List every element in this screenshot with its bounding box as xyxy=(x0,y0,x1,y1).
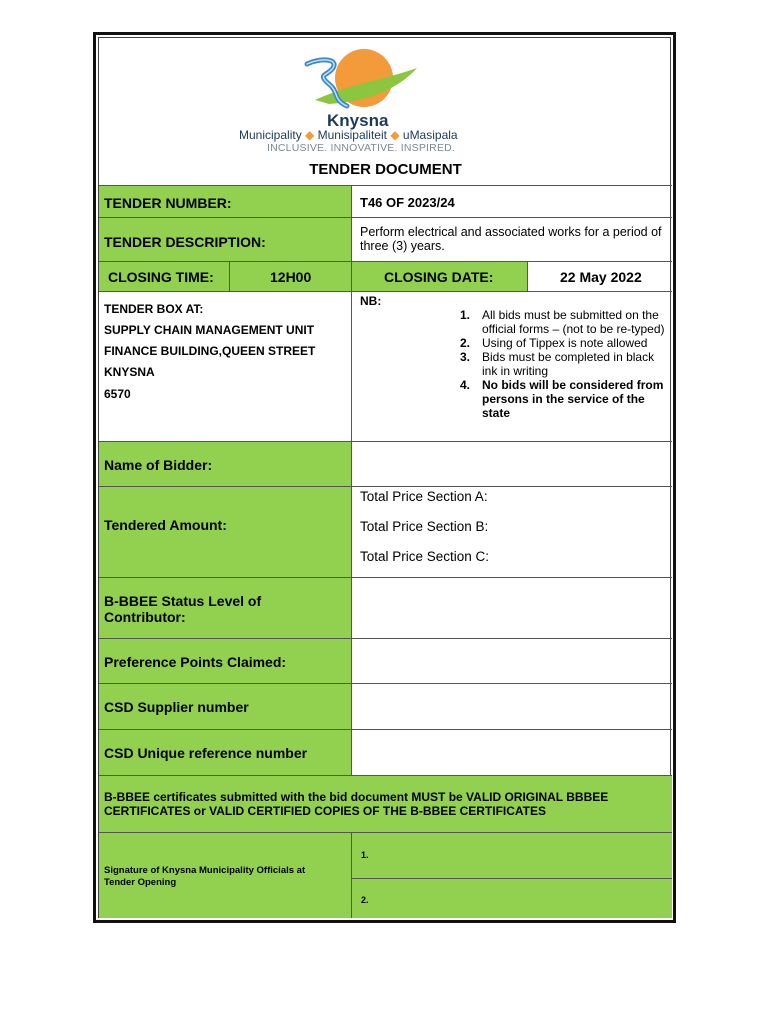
logo-language-1: Municipality xyxy=(239,128,302,142)
tender-box-line: SUPPLY CHAIN MANAGEMENT UNIT xyxy=(104,323,315,337)
closing-date-value: 22 May 2022 xyxy=(560,269,642,285)
tender-box-heading: TENDER BOX AT: xyxy=(104,302,204,316)
price-section-c: Total Price Section C: xyxy=(360,549,490,564)
signature-slot-number: 2. xyxy=(361,895,369,905)
tendered-amount-field[interactable] xyxy=(351,486,672,577)
list-item: 2. Using of Tippex is note allowed xyxy=(460,336,648,350)
logo-languages xyxy=(239,128,458,142)
signature-slot-number: 1. xyxy=(361,850,369,860)
document-inner-border xyxy=(98,37,671,918)
csd-unique-label-cell xyxy=(99,729,351,775)
logo-language-2: Munisipaliteit xyxy=(317,128,387,142)
tender-description-value: Perform electrical and associated works for a period of three (3) years. xyxy=(360,225,662,253)
tender-box-line: 6570 xyxy=(104,387,131,401)
closing-date-value-cell xyxy=(527,261,672,291)
closing-time-label-cell xyxy=(99,261,229,291)
bbbee-status-label-cell xyxy=(99,577,351,638)
bbbee-notice-cell xyxy=(99,775,672,832)
logo-name: Knysna xyxy=(327,111,389,130)
tender-number-value: T46 OF 2023/24 xyxy=(360,195,455,210)
closing-time-value-cell xyxy=(229,261,351,291)
diamond-icon: ◆ xyxy=(390,128,403,142)
price-section-b: Total Price Section B: xyxy=(360,519,489,534)
signature-slot-1[interactable] xyxy=(351,832,672,878)
tender-number-label-cell xyxy=(99,185,351,217)
name-of-bidder-label: Name of Bidder: xyxy=(104,457,213,473)
preference-points-label: Preference Points Claimed: xyxy=(104,654,287,670)
preference-points-label-cell xyxy=(99,638,351,683)
list-item: 3. Bids must be completed in black ink in writing xyxy=(460,350,655,378)
nb-list xyxy=(460,308,668,420)
nb-label: NB: xyxy=(360,294,382,308)
csd-unique-label: CSD Unique reference number xyxy=(104,745,308,761)
closing-time-label: CLOSING TIME: xyxy=(108,269,214,285)
page-title: TENDER DOCUMENT xyxy=(309,161,462,178)
price-section-a: Total Price Section A: xyxy=(360,489,488,504)
tender-description-value-cell xyxy=(351,217,672,261)
list-item: 4. No bids will be considered from persons in the service of the state xyxy=(460,378,664,420)
tender-box-cell xyxy=(99,291,351,441)
closing-time-value: 12H00 xyxy=(270,269,312,285)
csd-supplier-label-cell xyxy=(99,683,351,729)
name-of-bidder-label-cell xyxy=(99,441,351,486)
preference-points-field[interactable] xyxy=(351,638,672,683)
tender-box-line: KNYSNA xyxy=(104,365,155,379)
closing-date-label: CLOSING DATE: xyxy=(384,269,494,285)
list-item: 1. All bids must be submitted on the official forms – (not to be re-typed) xyxy=(460,308,665,336)
bbbee-status-field[interactable] xyxy=(351,577,672,638)
logo-motto: INCLUSIVE. INNOVATIVE. INSPIRED. xyxy=(267,142,456,154)
signature-label-cell xyxy=(99,832,351,918)
bbbee-notice: B-BBEE certificates submitted with the bid document MUST be VALID ORIGINAL BBBEE CERTIFICATES or VALID CERTIFIED COPIES OF THE B-BBEE CERTIFICATES xyxy=(104,790,609,818)
signature-label: Signature of Knysna Municipality Officials at Tender Opening xyxy=(104,865,306,888)
nb-cell xyxy=(351,291,672,441)
bbbee-status-label: B-BBEE Status Level of Contributor: xyxy=(104,593,262,625)
diamond-icon: ◆ xyxy=(305,128,318,142)
csd-unique-field[interactable] xyxy=(351,729,672,775)
logo-language-3: uMasipala xyxy=(402,128,458,142)
tender-description-label-cell xyxy=(99,217,351,261)
closing-date-label-cell xyxy=(351,261,527,291)
csd-supplier-label: CSD Supplier number xyxy=(104,699,249,715)
tender-number-value-cell xyxy=(351,185,672,217)
tender-number-label: TENDER NUMBER: xyxy=(104,195,232,211)
csd-supplier-field[interactable] xyxy=(351,683,672,729)
name-of-bidder-field[interactable] xyxy=(351,441,672,486)
tender-description-label: TENDER DESCRIPTION: xyxy=(104,234,266,250)
signature-slot-2[interactable] xyxy=(351,878,672,918)
knysna-logo-icon xyxy=(299,44,419,118)
tendered-amount-label: Tendered Amount: xyxy=(104,517,227,533)
tender-box-line: FINANCE BUILDING,QUEEN STREET xyxy=(104,344,316,358)
tendered-amount-label-cell xyxy=(99,486,351,577)
